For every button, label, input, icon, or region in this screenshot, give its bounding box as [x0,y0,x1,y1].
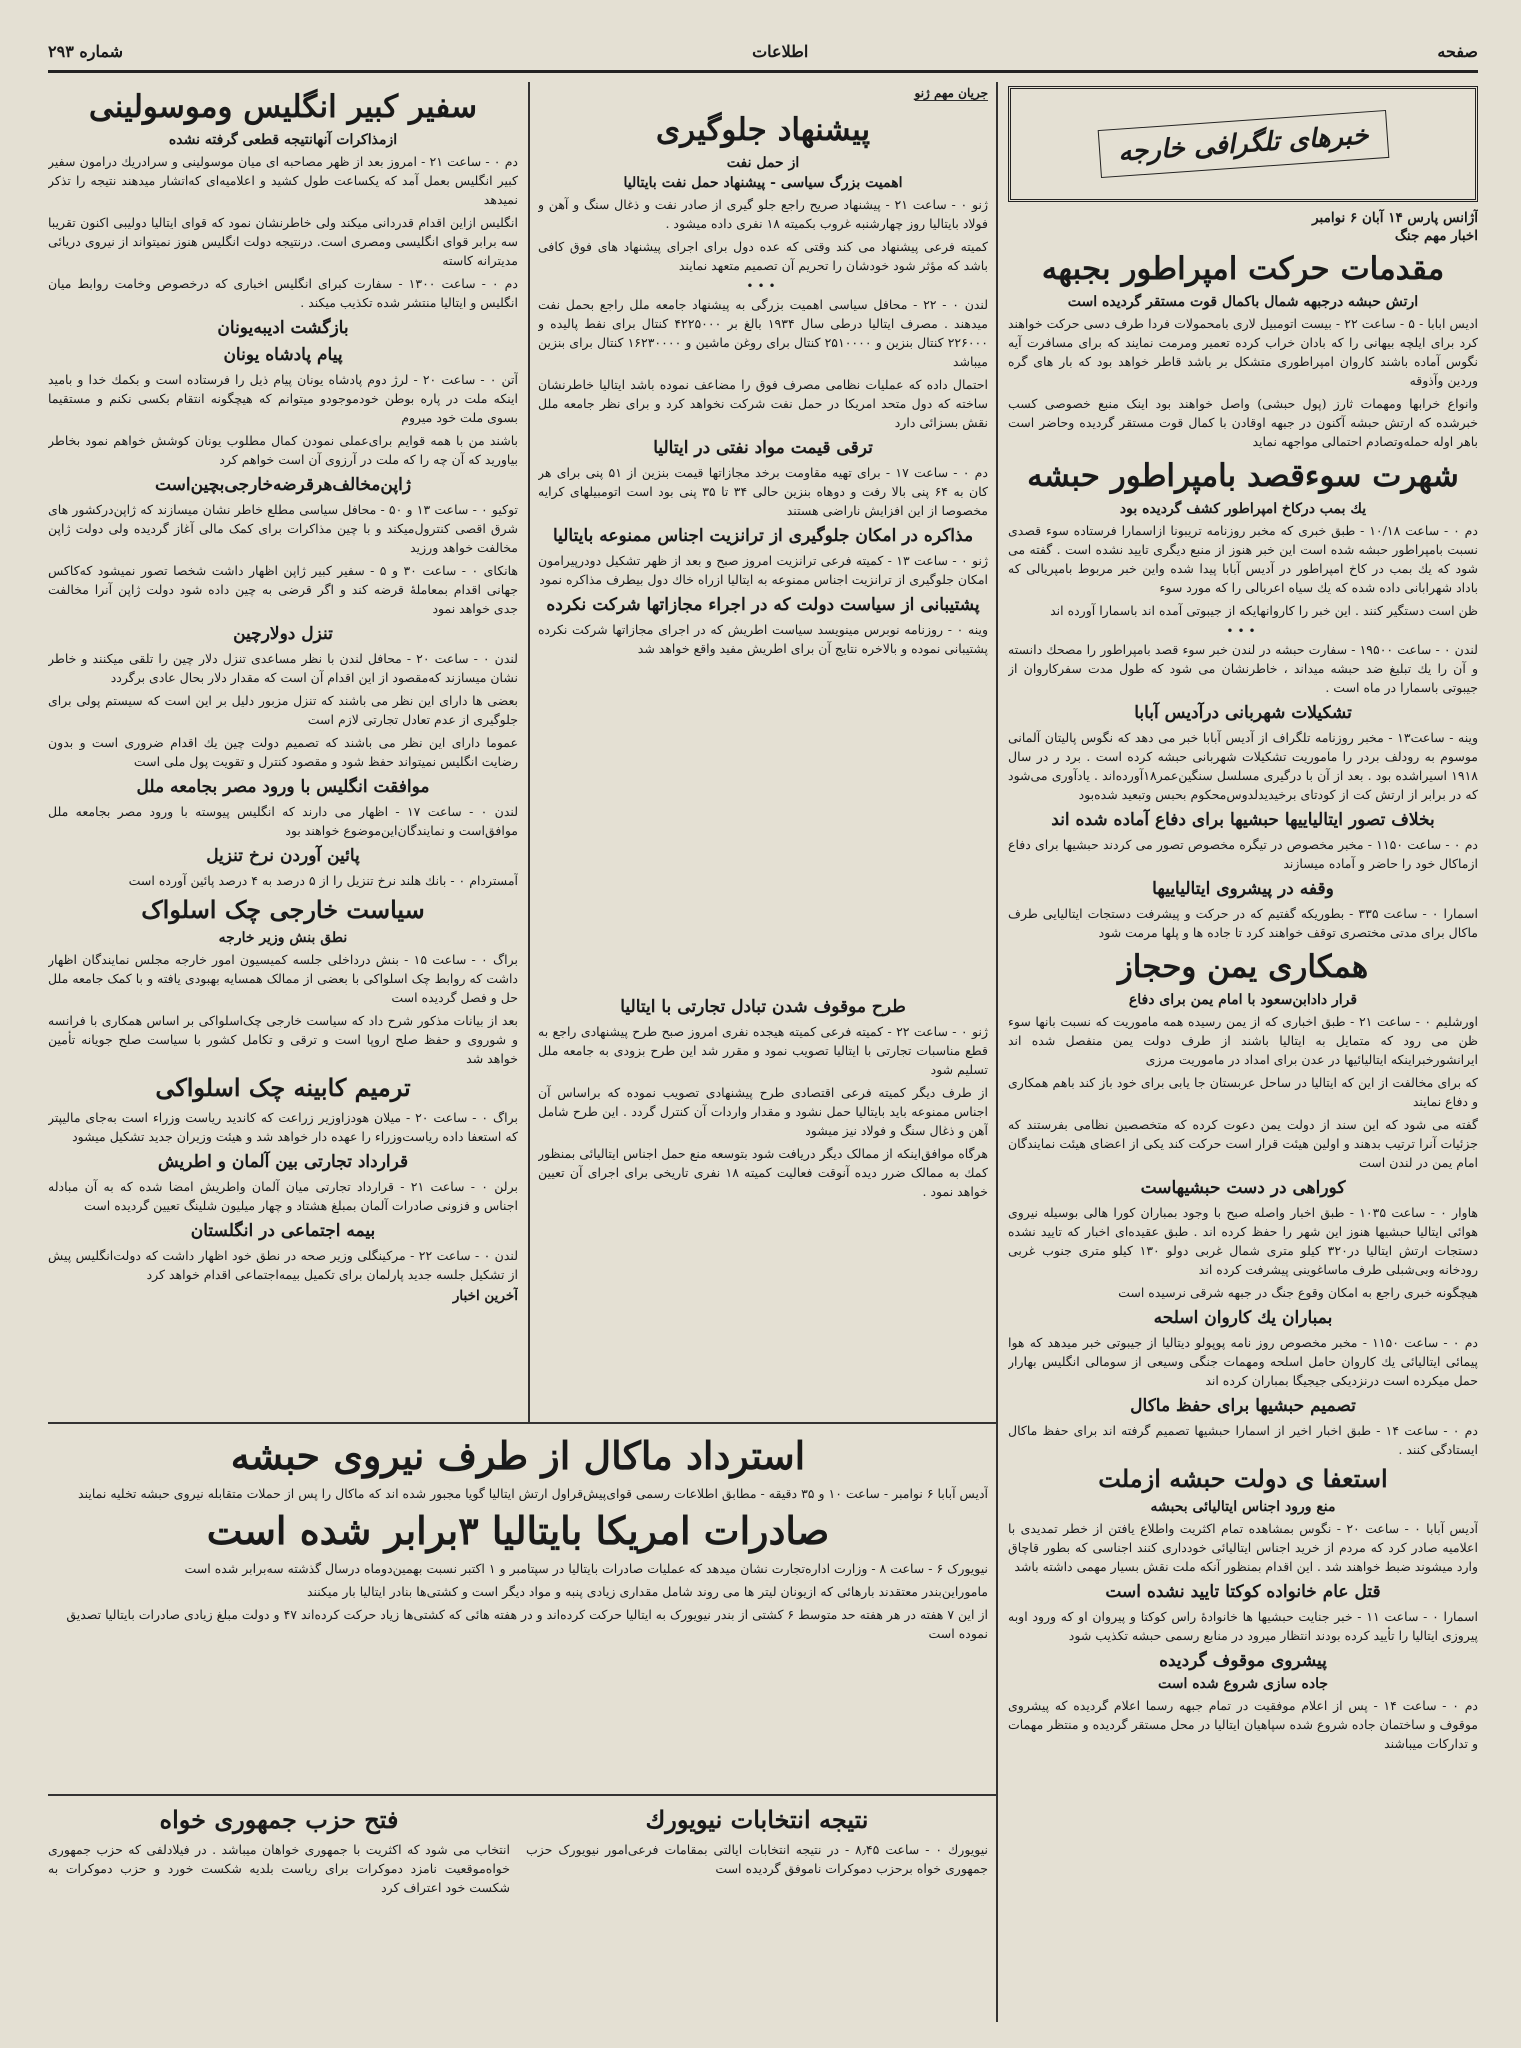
subheadline: ارتش حبشه درجبهه شمال باکمال قوت مستقر گردیده است [1067,294,1419,310]
headline: مقدمات حرکت امپراطور بجبهه [1041,251,1445,287]
headline: استرداد ماکال از طرف نیروی حبشه [230,1433,806,1478]
article-text: که برای مخالفت از این که ایتالیا در ساحل عربستان جا یابی برای خود باز کند باهم همکاری و دفاع نمایند [1008,1075,1478,1109]
masthead [48,32,1478,73]
article-text: اورشلیم ۰ - ساعت ۲۱ - طبق اخباری که از یمن رسیده همه ماموریت که نسبت بانها سوء ظن می رود که متمایل به ایتالیا باشند از طرف دولت یمن منفصل شده اند ایرانشورخبراینکه ایتالیائیها در عدن برای امداد در ماموریت مرزی [1008,1014,1478,1067]
article-text: اسمارا ۰ - ساعت ۱۱ - خبر جنایت حبشیها ها خانوادهٔ راس کوکتا و پیروان او که ورود اوبه پیروزی ایتالیا را تأیید کرده بودند انتظار میرود در منابع رسمی حبشه تکذیب شود [1008,1609,1478,1643]
headline: تنزل دولارچین [233,624,333,644]
headline: پائین آوردن نرخ تنزیل [206,846,360,866]
column-left [48,82,518,1422]
headline: بخلاف تصور ایتالیاییها حبشیها برای دفاع آماده شده اند [1051,810,1435,830]
article-text: هاوار ۰ - ساعت ۱۰۳۵ - طبق اخبار واصله صبح با وجود بمباران کورا هالی بوسیله نیروی هوائی ایتالیا حبشیها هنوز این شهر را حفظ کرده اند . طبق عقیده‌ای اخبار که تایید نشده دستجات ارتش ایتالیا در۳۲۰ کیلو متری شمال غربی دولو ۱۳۰ کیلو متری جنوب غربی رودخانه وبی‌شبلی طرف ماساغوینی پیشرفت کرده اند [1008,1205,1478,1277]
headline: پیشروی موقوف گردیده [1159,1651,1327,1671]
article-text: کمیته فرعی پیشنهاد می کند وقتی که عده دول برای اجرای پیشنهاد های فوق کافی باشد که مؤثر شود خودشان را تحریم آن تصمیم متعهد نمایند [538,239,988,273]
headline: سفیر کبیر انگلیس وموسولینی [88,89,478,125]
headline: کوراهی در دست حبشیهاست [1140,1178,1346,1198]
dateline: آژانس پارس ۱۴ آبان ۶ نوامبر [1312,210,1478,226]
subheadline: یك بمب درکاخ امپراطور کشف گردیده بود [1119,501,1367,517]
article-text: بعد از بیانات مذکور شرح داد که سیاست خارجی چک‌اسلواکی بر اساس همکاری با فرانسه و شوروی و حفظ صلح اروپا است و ترقی و تکامل کشور با سیاست صلح جویانه تأمین خواهد شد [48,1013,518,1066]
headline: ژاپن‌مخالف‌هرقرضه‌خارجی‌بچین‌است [154,475,412,495]
article-text: آمستردام ۰ - بانك هلند نرخ تنزیل را از ۵ درصد به ۴ درصد پائین آورده است [128,873,518,888]
article-text: ژنو ۰ - ساعت ۲۱ - پیشنهاد صریح راجع جلو گیری از صادر نفت و ذغال سنگ و آهن و فولاد بایتالیا روز چهارشنبه غروب بکمیته ۱۸ نفری داده میشود . [538,197,988,231]
article-text: انتخاب می شود که اکثریت با جمهوری خواهان میباشد . در فیلادلفی که حزب جمهوری خواه‌موقعیت نامزد دموکرات برای ریاست بلدیه شکست خورد و حزب دموکرات به شکست خود اعتراف کرد [48,1842,510,1895]
article-text: برلن ۰ - ساعت ۲۱ - قرارداد تجارتی میان آلمان واطریش امضا شده که به آن مبادله اجناس و فزونی صادرات آلمان بمبلغ هشتاد و چهار میلیون شلینگ تعیین گردیده است [48,1179,518,1213]
election-col [526,1800,988,2020]
article-text: دم ۰ - ساعت ۱۱۵۰ - مخبر مخصوص روز نامه پوپولو دیتالیا از جیبوتی خبر میدهد که هوا پیمائی ایتالیائی یك کاروان حامل اسلحه ومهمات جنگی وسیعی از سومالی انگلیس بهارار حمل میکرده است درنزدیکی جیجیگا بمباران کرده اند [1008,1335,1478,1388]
headline: شهرت سوءقصد بامپراطور حبشه [1027,458,1459,494]
subheadline: ازمذاکرات آنهانتیجه قطعی گرفته نشده [168,132,398,148]
headline: بمباران یك کاروان اسلحه [1153,1308,1333,1328]
headline: ترمیم کابینه چک اسلواکی [155,1073,411,1102]
headline: وقفه در پیشروی ایتالیاییها [1152,879,1334,899]
article-text: از این ۷ هفته در هر هفته حد متوسط ۶ کشتی از بندر نیویورک به ایتالیا حرکت کرده‌اند و در هفته هائی که کشتی‌ها زیاد حرکت کرده‌اند ۴۷ و دولت مبلغ زیادی صادرات بایتالیا تصدیق نموده است [66,1607,988,1641]
article-text: اسمارا ۰ - ساعت ۳۳۵ - بطوریکه گفتیم که در حرکت و پیشرفت دستجات ایتالیایی طرف ماکال برای مدتی مختصری توقف خواهند کرد تا جاده ها و پلها مرمت شود [1008,906,1478,940]
subheadline: جاده سازی شروع شده است [1157,1676,1329,1692]
headline: نتیجه انتخابات نیویورك [645,1805,869,1834]
article-text: دم ۰ - ساعت ۱۱۵۰ - مخبر مخصوص در تیگره مخصوص تصور می کردند حبشیها برای دفاع ازماکال خود را حاضر و آماده میسازند [1008,837,1478,871]
page-label: صفحه [1437,41,1478,61]
article-text: آدیس آبابا ۰ - ساعت ۲۰ - نگوس بمشاهده تمام اکثریت واطلاع یافتن از خطر تمدیدی با اعلامیه صادر کرد که مردم از خرید اجناس ایتالیائی خودداری کنند اجناسی که بطور قاچاق وارد میشوند ضبط خواهند شد . این اقدام بمنظور آنکه ملت نقش بسیار مهمی داشته باشد [1008,1521,1478,1574]
article-text: توکیو ۰ - ساعت ۱۳ و ۵۰ - محافل سیاسی مطلع خاطر نشان میسازند که ژاپن‌درکشور های شرق اقصی کنترول‌میکند و با چین مذاکرات برای کمک مالی آغاز گردیده ولی دولت ژاپن مخالفت خواهد ورزید [48,502,518,555]
article-text: لندن ۰ - ساعت ۲۰ - محافل لندن با نظر مساعدی تنزل دلار چین را تلقی میکنند و خاطر نشان میسازند که‌مقصود از این اقدام آن است که مقدار دلار بحال عادی برگردد [48,651,518,685]
newspaper-page [48,32,1478,2022]
subheadline: نطق بنش وزیر خارجه [218,930,348,946]
subheadline: قرار دادابن‌سعود با امام یمن برای دفاع [1128,992,1358,1008]
headline: پیشنهاد جلوگیری [655,112,871,148]
article-text: دم ۰ - ساعت ۲۱ - امروز بعد از ظهر مصاحبه ای میان موسولینی و سرادریك درامون سفیر کبیر انگلیس بعمل آمد که یکساعت طول کشید و اعلامیه‌ای که‌اتشار میدهند نتیجه را تذکر نمیدهد [48,154,518,207]
article-text: نیویورك ۰ - ساعت ۸٫۴۵ - در نتیجه انتخابات ایالتی بمقامات فرعی‌امور نیویورک حزب جمهوری خواه برحزب دموکرات ناموفق گردیده است [526,1842,988,1876]
headline: صادرات امریکا بایتالیا ۳برابر شده است [206,1508,830,1553]
article-text: لندن ۰ - ساعت ۱۹۵۰۰ - سفارت حبشه در لندن خبر سوء قصد بامپراطور را مصحك دانسته و آن را یك تبلیغ ضد حبشه میداند ، خاطرنشان می شود که طول مدت سفرکاروان از جیبوتی باسمارا در ماه است . [1008,642,1478,695]
subheadline: از حمل نفت [726,155,800,171]
headline: قرارداد تجارتی بین آلمان و اطریش [157,1152,409,1172]
election-block [48,1800,988,2020]
subheadline: اهمیت بزرگ سیاسی - پیشنهاد حمل نفت بایتالیا [623,175,903,191]
foreign-news-header-box [1008,86,1478,202]
headline: مذاکره در امکان جلوگیری از ترانزیت اجناس ممنوعه بایتالیا [552,526,974,546]
article-text: بعضی ها دارای این نظر می باشند که تنزل مزبور دلیل بر این است که سیستم پولی برای جلوگیری از عدم تعادل تجارتی لازم است [48,693,518,727]
separator: ••• [746,279,780,293]
subheadline: منع ورود اجناس ایتالیائی بحبشه [1150,1499,1336,1515]
headline: موافقت انگلیس با ورود مصر بجامعه ملل [136,777,430,797]
article-text: وینه - ساعت۱۳ - مخبر روزنامه تلگراف از آدیس آبابا خبر می دهد که نگوس پالیتان آلمانی موسوم به رودلف بردر را ماموریت تشکیلات شهربانی حبشه کرده است . برد ر در سال ۱۹۱۸ اسیراشده بود . بعد از آن با درگیری مسلسل سنگین‌عمر۱۸آورده‌اند . یادآوری می‌شود که در برابر از ارتش کت از کودتای برخیدیدلدوس‌محکوم بحبس وتبعید شده‌بود [1008,730,1478,802]
separator: ••• [1226,624,1260,638]
column-rule [528,82,530,1422]
article-text: از طرف دیگر کمیته فرعی اقتصادی طرح پیشنهادی تصویب نموده که براساس آن اجناس ممنوعه باید بایتالیا حمل نشود و مقدار واردات آن کنترل گردد . این طرح شامل آهن و ذغال سنگ و فولاد نیز میشود [538,1085,988,1138]
article-text: هیچگونه خبری راجع به امکان وقوع جنگ در جبهه شرقی نرسیده است [1118,1285,1478,1300]
headline: پشتیبانی از سیاست دولت که در اجراء مجازاتها شرکت نکرده [546,595,980,615]
headline: فتح حزب جمهوری خواه [159,1805,399,1834]
article-text: باشند من با همه قوایم برای‌عملی نمودن کمال مطلوب یونان کوشش خواهم نمود بخاطر بیاورید که آن چه را که ملت در آرزوی آن است خواهم کرد [48,433,518,467]
article-text: براگ ۰ - ساعت ۲۰ - میلان هودزا‌وزیر زراعت که کاندید ریاست وزراء است به‌جای مالیپتر که استعفا داده ریاست‌وزراء را عهده دار خواهد شد و هیئت وزیران جدید تشکیل میشود [48,1110,518,1144]
column-rule [996,82,998,2022]
article-text: لندن ۰ - ساعت ۲۲ - مرکینگلی وزیر صحه در نطق خود اظهار داشت که دولت‌انگلیس پیش از تشکیل جلسه جدید پارلمان برای تکمیل بیمه‌اجتماعی اقدام خواهد کرد [48,1248,518,1282]
article-text: عموما دارای این نظر می باشند که تصمیم دولت چین یك اقدام ضروری است و بدون رضایت انگلیس نمیتواند حفظ شود و مقصود کنترل و تقویت پول ملی است [48,735,518,769]
article-text: وانواع خرابها ومهمات ثارز (پول حبشی) واصل خواهند بود اینک منبع خصوصی کسب خبرشده که ارتش حبشه آکنون در جبهه اوقادن با کمال قوت مستقر گردیده وحاضر است باهر اوله حمله‌وتصادم احتمالی مواجهه نماید [1008,396,1478,449]
article-text: ماموراین‌بندر معتقدند بارهائی که ازیونان لیتر ها می روند شامل مقداری زیادی پنبه و مواد دیگر است و کشتی‌ها بنادر ایتالیا بار میکنند [306,1584,988,1599]
article-text: هانکای ۰ - ساعت ۳۰ و ۵ - سفیر کبیر ژاپن اظهار داشت شخصا تصور نمیشود که‌کاکس جهانی اقدام بمعاملهٔ قرضه کند و اگر قرضی به چین داده شود دولت ژاپن آنرا مخالفت جدی خواهد نمود [48,563,518,616]
headline: سیاست خارجی چک اسلواک [141,895,425,924]
headline: پیام پادشاه یونان [223,345,343,365]
headline: طرح موقوف شدن تبادل تجارتی با ایتالیا [620,997,906,1017]
headline: تشکیلات شهربانی درآدیس آبابا [1134,703,1352,723]
article-text: نیویورک ۶ - ساعت ۸ - وزارت اداره‌تجارت نشان میدهد که عملیات صادرات بایتالیا در سپتامبر و ۱ اکتبر نسبت بهمین‌دوماه درسال گذشته سه‌برابر شده است [184,1561,988,1576]
election-col [48,1800,510,2020]
headline: بازگشت ادیبه‌یونان [217,318,349,338]
article-text: دم ۰ - ساعت ۱۳۰۰ - سفارت کبرای انگلیس اخباری که درخصوص وخامت روابط میان انگلیس و ایتالیا منتشر شده تکذیب میکند . [48,276,518,310]
article-text: لندن ۰ - ساعت ۱۷ - اظهار می دارند که انگلیس پیوسته با ورود مصر بجامعه ملل موافق‌است و نمایندگان‌این‌موضوع خواهند بود [48,804,518,838]
column-right [1008,82,1478,2022]
foreign-news-title: خبرهای تلگرافی خارجه [1097,110,1388,178]
section-tag: جریان مهم ژنو [914,86,988,100]
article-text: گفته می شود که این سند از دولت یمن دعوت کرده که متخصصین نظامی بفرستند که جزئیات آنرا ترتیب بدهند و اولین هیئت قرار است حرکت کند یکی از اعضای هیئت نمایندگان امام یمن در لندن است [1008,1117,1478,1170]
article-text: لندن ۰ - ۲۲ - محافل سیاسی اهمیت بزرگی به پیشنهاد جامعه ملل راجع بحمل نفت میدهند . مصرف ایتالیا درطی سال ۱۹۳۴ بالغ بر ۴۲۲۵۰۰۰ کنتال برای نفط پالیده و ۲۲۶۰۰۰ کنتال بنزین و ۲۵۱۰۰۰۰ کنتال برای روغن ماشین و ۱۶۲۳۰۰۰۰ کنتال برای بنزین میباشد [538,297,988,369]
paper-name: اطلاعات [752,41,809,61]
article-text: براگ ۰ - ساعت ۱۵ - بنش درداخلی جلسه کمیسیون امور خارجه مجلس نمایندگان اظهار داشت که روابط چک اسلواکی با بعضی از ممالک همسایه بهبودی یافته و با کمک جامعه ملل حل و فصل گردیده است [48,952,518,1005]
article-text: ظن است دستگیر کنند . این خبر را کاروانهایکه از جیبوتی آمده اند باسمارا آورده اند [1050,603,1478,618]
article-text: دم ۰ - ساعت ۱۴ - پس از اعلام موفقیت در تمام جبهه رسما اعلام گردیده که پیشروی موقوف و ساختمان جاده شروع شده سپاهیان ایتالیا در محل مستقر گردیده و منتظر مهمات و تدارکات میباشند [1008,1698,1478,1751]
article-text: ژنو ۰ - ساعت ۱۳ - کمیته فرعی ترانزیت امروز صبح و بعد از ظهر تشکیل دودرپیرامون امکان جلوگیری از ترانزیت اجناس ممنوعه به ایتالیا ازراه خاك دول بیطرف مذاکره نمود [538,553,988,587]
article-text: ادیس ابابا - ۵ - ساعت ۲۲ - بیست اتومبیل لاری بامحمولات فردا طرف دسی حرکت خواهند کرد برای ایلچه بیهانی را که بادان خراب کرده تعمیر ومرمت نمایند که برای مسافرت آیه نگوس آماده باشند کاروان امپراطوری متشکل بر باشد قاطر خواهد بود که بار های گره وردین وآذوقه [1008,316,1478,388]
wide-block [48,1428,988,1788]
article-text: وینه ۰ - روزنامه نوبرس مینویسد سیاست اطریش که در اجرای مجازاتها شرکت نکرده پشتیبانی نموده و بالاخره نتایج آن برای اطریش مفید واقع خواهد شد [538,622,988,656]
headline: قتل عام خانواده کوکتا تایید نشده است [1105,1582,1381,1602]
article-text: دم ۰ - ساعت ۱۰/۱۸ - طبق خبری که مخبر روزنامه تریبونا ازاسمارا فرستاده سوء قصدی نسبت بامپراطور حبشه شده است این خبر هنوز از منبع دیگری تایید نشده است . گفته می شود که یك بمب در کاخ امپراطور در آدیس آبابا پیدا شده واین خبر مربوط بامپریالی که باداد شهرابانی داده شده که یك سیاه اعربالی را که مورد سوء [1008,523,1478,595]
headline: استعفا ی دولت حبشه ازملت [1098,1464,1388,1493]
section-rule [48,1794,996,1796]
latest-news-label: آخرین اخبار [452,1288,518,1304]
article-text: هرگاه موافق‌اینکه از ممالک دیگر دریافت شود بتوسعه منع حمل اجناس ایتالیائی بمنظور کمك به ممالک ضرر دیده آنوقت فعالیت کمیته ۱۸ نفری تاریخی برای اجرای آن تعیین خواهد نمود . [538,1146,988,1199]
article-text: انگلیس ازاین اقدام قدردانی میکند ولی خاطرنشان نمود که قوای ایتالیا دولیبی اکنون تقریبا سه برابر قوای انگلیسی ومصری است. درنتیجه دولت انگلیس هنوز نمیتواند از نیروی دریائی مدیترانه کاسته [48,215,518,268]
headline: تصمیم حبشیها برای حفظ ماکال [1130,1396,1356,1416]
headline: همکاری یمن وحجاز [1117,949,1369,985]
headline: بیمه اجتماعی در انگلستان [190,1221,376,1241]
article-text: دم ۰ - ساعت ۱۷ - برای تهیه مقاومت برخد مجازاتها قیمت بنزین از ۵۱ پنی برای هر کان به ۶۴ پنی بالا رفت و دوهاه بنزین حالی ۳۴ تا ۳۵ پنی بود است اتومبیلهای کرایه مخصوصا از این افزایش ناراضی هستند [538,465,988,518]
article-text: آتن ۰ - ساعت ۲۰ - لرژ دوم پادشاه یونان پیام ذیل را فرستاده است و بکمك خدا و بامید اینکه ملت در پاره بوطن خودموجودو میتوانم که هیچگونه انتقام بکسی نکنم و مستقیما بسوی ملت خود میروم [48,372,518,425]
article-text: ژنو ۰ - ساعت ۲۲ - کمیته فرعی کمیته هیجده نفری امروز صبح طرح پیشنهادی راجع به قطع مناسبات تجارتی با ایتالیا تصویب نمود و مقرر شد این طرح بزودی به جامعه ملل تسلیم شود [538,1024,988,1077]
issue-number: شماره ۲۹۳ [48,41,123,61]
headline: ترقی قیمت مواد نفتی در ایتالیا [653,438,873,458]
article-text: دم ۰ - ساعت ۱۴ - طبق اخبار اخیر از اسمارا حبشیها تصمیم گرفته اند برای حفظ ماکال ایستادگی کنند . [1008,1423,1478,1457]
article-text: آدیس آبابا ۶ نوامبر - ساعت ۱۰ و ۳۵ دقیقه - مطابق اطلاعات رسمی قوای‌پیش‌قراول ارتش ایتالیا گویا مجبور شده اند که ماکال را پس از حملات متقابله نیروی حبشه تخلیه نمایند [78,1486,988,1501]
section-label: اخبار مهم جنگ [1394,228,1478,244]
article-text: احتمال داده که عملیات نظامی مصرف فوق را مضاعف نموده باشد ایتالیا خاطرنشان ساخته که دول متحد امریکا در حمل نفت شرکت نخواهد کرد و برای نظر جامعه ملل نقش بسزائی دارد [538,377,988,430]
section-rule [48,1422,996,1424]
